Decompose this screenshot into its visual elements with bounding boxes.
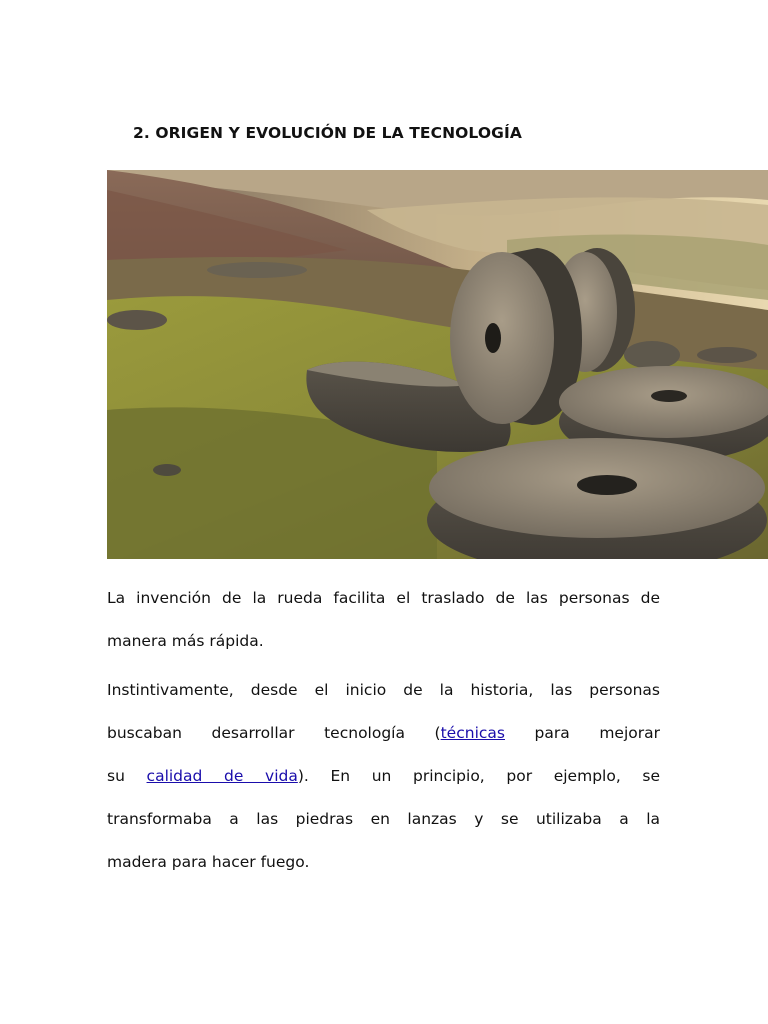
section-heading: 2. ORIGEN Y EVOLUCIÓN DE LA TECNOLOGÍA <box>133 124 522 142</box>
paragraph-line: La invención de la rueda facilita el traslado de las personas de <box>107 589 660 607</box>
text-segment: buscaban desarrollar tecnología ( <box>107 724 441 742</box>
paragraph-line <box>107 755 660 798</box>
millstones-photo <box>107 170 768 559</box>
link-tecnicas[interactable]: técnicas <box>440 724 505 742</box>
text-segment: para mejorar <box>504 724 661 742</box>
paragraph-history <box>107 669 660 884</box>
text-segment: ). En un principio, por ejemplo, se <box>297 767 661 785</box>
link-calidad-de-vida[interactable]: calidad de vida <box>146 767 298 785</box>
paragraph-line <box>107 712 660 755</box>
text-segment: su <box>107 767 147 785</box>
paragraph-line: Instintivamente, desde el inicio de la historia, las personas <box>107 681 660 699</box>
paragraph-wheel <box>107 577 660 663</box>
paragraph-line: madera para hacer fuego. <box>107 853 310 871</box>
paragraph-line: manera más rápida. <box>107 632 264 650</box>
paragraph-line: transformaba a las piedras en lanzas y se utilizaba a la <box>107 810 660 828</box>
